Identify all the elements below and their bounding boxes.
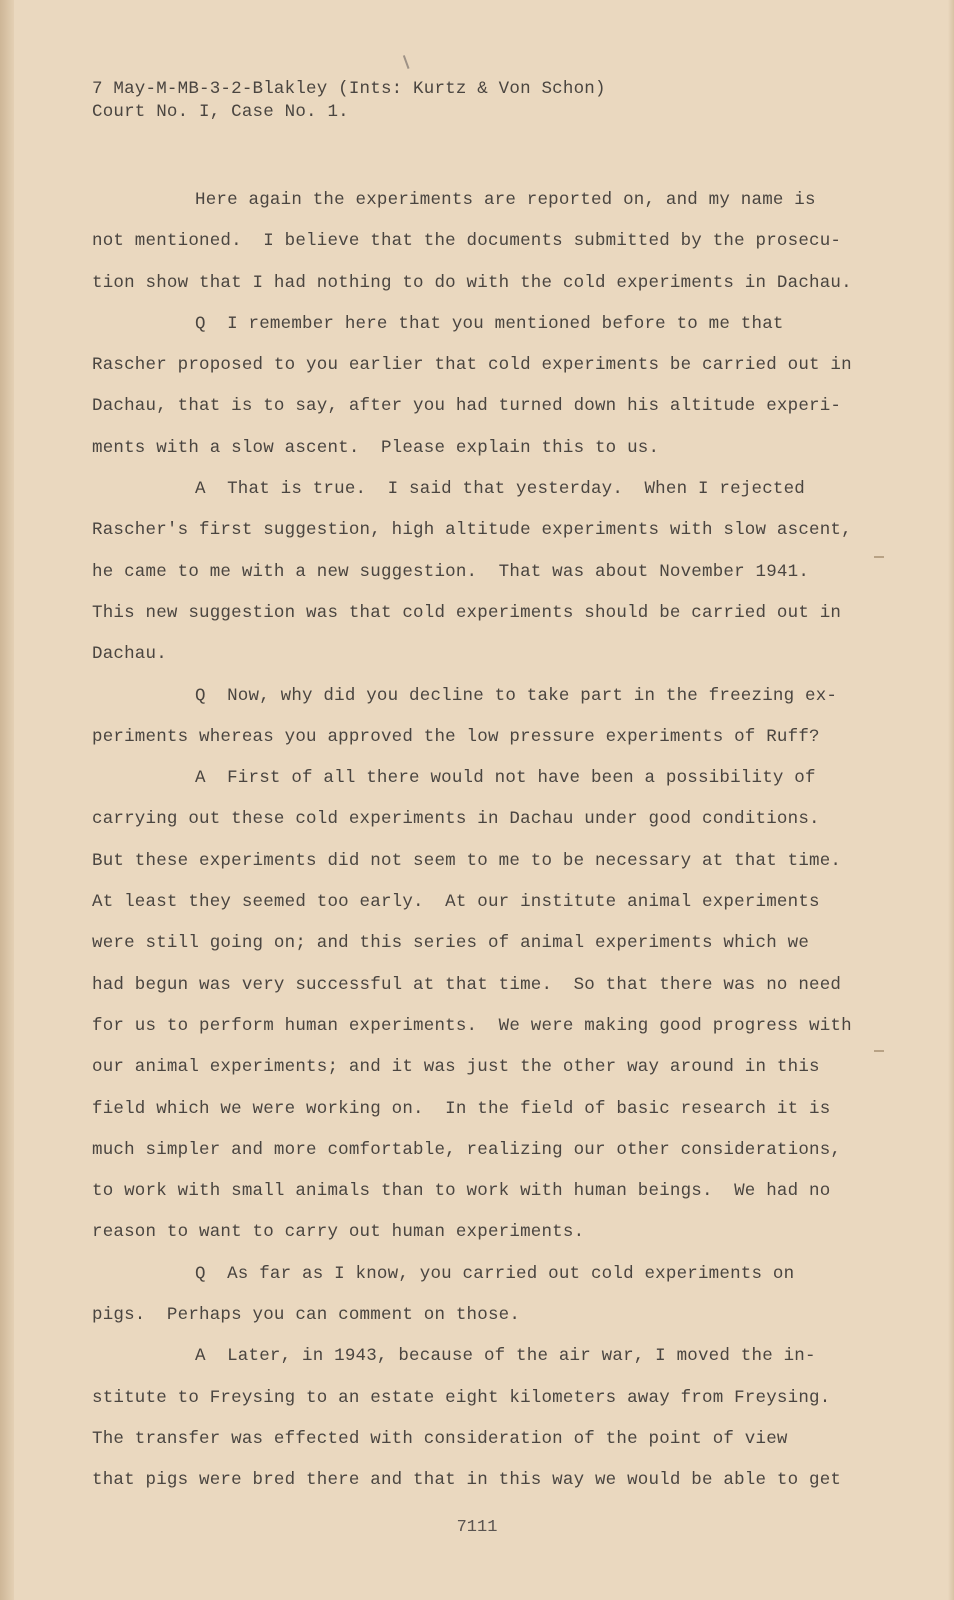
edge-tick [874,556,884,558]
header-court-line: Court No. I, Case No. 1. [92,102,349,122]
transcript-line: not mentioned. I believe that the documents submitted by the prosecu- [92,231,842,252]
transcript-line: Rascher proposed to you earlier that cold experiments be carried out in [92,355,852,376]
transcript-line: At least they seemed too early. At our institute animal experiments [92,892,820,913]
transcript-line: periments whereas you approved the low pressure experiments of Ruff? [92,726,820,747]
transcript-line: to work with small animals than to work with human beings. We had no [92,1181,831,1202]
transcript-line: The transfer was effected with consideration of the point of view [92,1428,788,1449]
transcript-line: Q As far as I know, you carried out cold experiments on [195,1263,795,1284]
transcript-line: had begun was very successful at that time. So that there was no need [92,974,842,995]
transcript-line: that pigs were bred there and that in this way we would be able to get [92,1470,842,1491]
page-number: 7111 [456,1518,498,1537]
transcript-line: our animal experiments; and it was just the other way around in this [92,1057,820,1078]
transcript-line: much simpler and more comfortable, realizing our other considerations, [92,1139,842,1160]
transcript-line: for us to perform human experiments. We were making good progress with [92,1015,852,1036]
transcript-line: A First of all there would not have been a possibility of [195,768,816,789]
transcript-line: A Later, in 1943, because of the air war, I moved the in- [195,1346,816,1367]
transcript-line: tion show that I had nothing to do with the cold experiments in Dachau. [92,272,852,293]
transcript-line: But these experiments did not seem to me to be necessary at that time. [92,850,842,871]
transcript-body [92,180,852,1502]
transcript-line: pigs. Perhaps you can comment on those. [92,1305,521,1326]
transcript-line: A That is true. I said that yesterday. When I rejected [195,479,805,500]
transcript-line: Q Now, why did you decline to take part in the freezing ex- [195,685,838,706]
transcript-line: stitute to Freysing to an estate eight kilometers away from Freysing. [92,1387,831,1408]
transcript-line: were still going on; and this series of animal experiments which we [92,933,810,954]
transcript-line: field which we were working on. In the field of basic research it is [92,1098,831,1119]
edge-tick [874,1050,884,1052]
transcript-line: Q I remember here that you mentioned before to me that [195,313,784,334]
transcript-line: he came to me with a new suggestion. That was about November 1941. [92,561,810,582]
transcript-line: This new suggestion was that cold experiments should be carried out in [92,602,842,623]
transcript-line: carrying out these cold experiments in Dachau under good conditions. [92,809,820,830]
transcript-line: Here again the experiments are reported on, and my name is [195,190,816,210]
transcript-line: Dachau. [92,644,167,665]
header-session-line: 7 May-M-MB-3-2-Blakley (Ints: Kurtz & Von Schon) [92,79,606,99]
transcript-line: Dachau, that is to say, after you had turned down his altitude experi- [92,396,842,417]
transcript-line: Rascher's first suggestion, high altitude experiments with slow ascent, [92,520,852,541]
transcript-line: reason to want to carry out human experiments. [92,1222,585,1243]
transcript-line: ments with a slow ascent. Please explain this to us. [92,437,660,458]
document-header [92,78,606,124]
ink-mark [403,53,415,69]
